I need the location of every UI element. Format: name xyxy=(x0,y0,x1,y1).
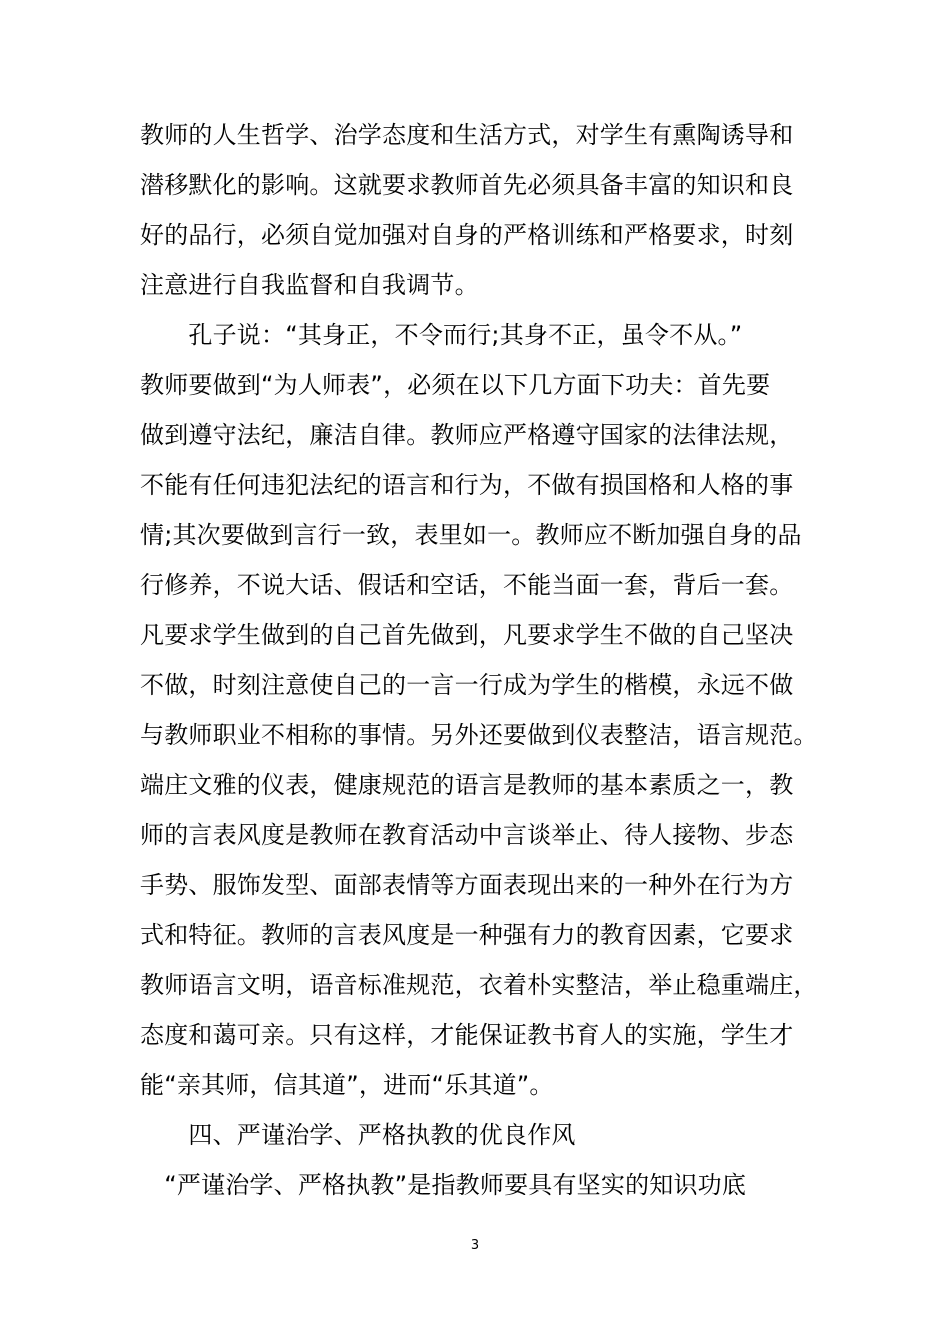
text-line-3: 好的品行，必须自觉加强对自身的严格训练和严格要求，时刻 xyxy=(140,221,794,249)
text-line-12: 不做，时刻注意使自己的一言一行成为学生的楷模，永远不做 xyxy=(140,671,794,699)
text-line-9: 情;其次要做到言行一致，表里如一。教师应不断加强自身的品 xyxy=(140,521,802,549)
page-number: 3 xyxy=(470,1238,480,1253)
text-line-13: 与教师职业不相称的事情。另外还要做到仪表整洁，语言规范。 xyxy=(140,721,818,749)
text-line-20: 能“亲其师，信其道”，进而“乐其道”。 xyxy=(140,1071,554,1099)
text-line-10: 行修养，不说大话、假话和空话，不能当面一套，背后一套。 xyxy=(140,571,794,599)
text-line-5: 孔子说：“其身正，不令而行;其身不正，虽令不从。” xyxy=(140,321,743,349)
text-line-8: 不能有任何违犯法纪的语言和行为，不做有损国格和人格的事 xyxy=(140,471,794,499)
text-line-2: 潜移默化的影响。这就要求教师首先必须具备丰富的知识和良 xyxy=(140,171,794,199)
text-line-22: “严谨治学、严格执教”是指教师要具有坚实的知识功底 xyxy=(140,1171,747,1199)
text-line-19: 态度和蔼可亲。只有这样，才能保证教书育人的实施，学生才 xyxy=(140,1021,794,1049)
text-line-17: 式和特征。教师的言表风度是一种强有力的教育因素，它要求 xyxy=(140,921,794,949)
section-heading: 四、严谨治学、严格执教的优良作风 xyxy=(140,1121,576,1149)
body-text xyxy=(140,110,820,1210)
text-line-7: 做到遵守法纪，廉洁自律。教师应严格遵守国家的法律法规， xyxy=(140,421,794,449)
text-line-11: 凡要求学生做到的自己首先做到，凡要求学生不做的自己坚决 xyxy=(140,621,794,649)
text-line-18: 教师语言文明，语音标准规范，衣着朴实整洁，举止稳重端庄， xyxy=(140,971,818,999)
text-line-1: 教师的人生哲学、治学态度和生活方式，对学生有熏陶诱导和 xyxy=(140,121,794,149)
text-line-4: 注意进行自我监督和自我调节。 xyxy=(140,271,479,299)
text-line-14: 端庄文雅的仪表，健康规范的语言是教师的基本素质之一，教 xyxy=(140,771,794,799)
text-line-6: 教师要做到“为人师表”，必须在以下几方面下功夫：首先要 xyxy=(140,371,771,399)
text-line-15: 师的言表风度是教师在教育活动中言谈举止、待人接物、步态 xyxy=(140,821,794,849)
text-line-16: 手势、服饰发型、面部表情等方面表现出来的一种外在行为方 xyxy=(140,871,794,899)
